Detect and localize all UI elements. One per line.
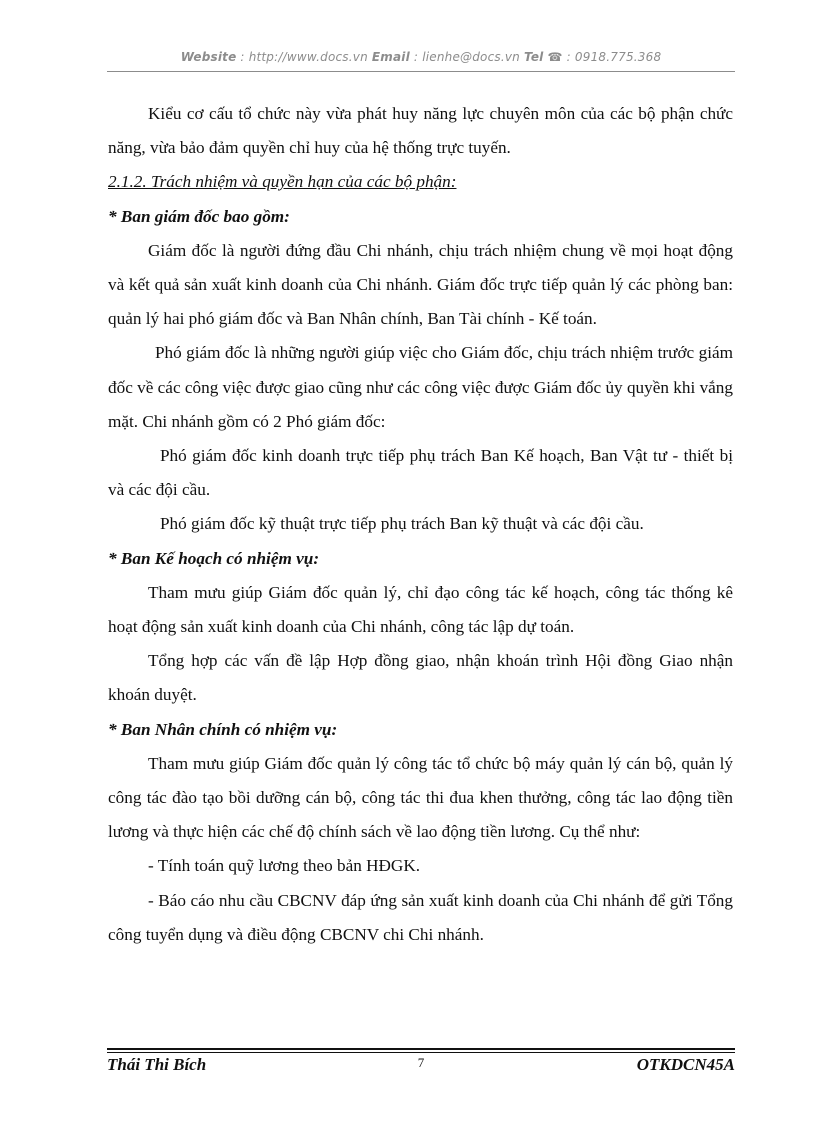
email-label: Email [371,50,410,64]
paragraph-1: Kiểu cơ cấu tổ chức này vừa phát huy năng lực chuyên môn của các bộ phận chức năng, vừa bảo đảm quyền chỉ huy của hệ thống trực tuyến. [108,104,733,158]
header-divider [107,71,735,72]
document-body [108,97,733,952]
paragraph-3: Phó giám đốc là những người giúp việc cho Giám đốc, chịu trách nhiệm trước giám đốc về các công việc được giao cũng như các công việc được Giám đốc ủy quyền khi vắng mặt. Chi nhánh gồm có 2 Phó giám đốc: [108,343,733,431]
paragraph-4: Phó giám đốc kinh doanh trực tiếp phụ trách Ban Kế hoạch, Ban Vật tư - thiết bị và các đội cầu. [108,446,733,500]
footer-divider-thin [107,1052,735,1053]
footer-divider-thick [107,1048,735,1050]
footer-author: Thái Thi Bích [107,1055,207,1074]
paragraph-2: Giám đốc là người đứng đầu Chi nhánh, chịu trách nhiệm chung về mọi hoạt động và kết quả sản xuất kinh doanh của Chi nhánh. Giám đốc trực tiếp quản lý các phòng ban: quản lý hai phó giám đốc và Ban Nhân chính, Ban Tài chính - Kế toán. [108,240,733,329]
paragraph-9: - Tính toán quỹ lương theo bản HĐGK. [148,856,421,876]
phone-icon: ☎ [547,50,563,64]
website-value: : http://www.docs.vn [236,50,372,64]
section-heading: 2.1.2. Trách nhiệm và quyền hạn của các bộ phận: [108,172,457,192]
heading-ban-nhan-chinh: * Ban Nhân chính có nhiệm vụ: [108,719,338,739]
website-label: Website [180,50,237,64]
page-number: 7 [417,1055,425,1070]
paragraph-10: - Báo cáo nhu cầu CBCNV đáp ứng sản xuất kinh doanh của Chi nhánh để gửi Tổng công tuyển dụng và điều động CBCNV chi Chi nhánh. [108,890,733,944]
footer-code: OTKDCN45A [636,1055,735,1074]
heading-ban-giam-doc: * Ban giám đốc bao gồm: [108,206,290,226]
tel-label: Tel [523,50,544,64]
page-header [107,50,735,64]
paragraph-6: Tham mưu giúp Giám đốc quản lý, chỉ đạo công tác kế hoạch, công tác thống kê hoạt động sản xuất kinh doanh của Chi nhánh, công tác lập dự toán. [108,582,733,637]
heading-ban-ke-hoach: * Ban Kế hoạch có nhiệm vụ: [108,548,320,568]
paragraph-7: Tổng hợp các vấn đề lập Hợp đồng giao, nhận khoán trình Hội đồng Giao nhận khoán duyệt. [108,651,733,705]
page-footer [107,1055,735,1079]
tel-value: : 0918.775.368 [562,50,662,64]
email-value: : lienhe@docs.vn [409,50,524,64]
paragraph-5: Phó giám đốc kỹ thuật trực tiếp phụ trách Ban kỹ thuật và các đội cầu. [160,514,644,534]
paragraph-8: Tham mưu giúp Giám đốc quản lý công tác tổ chức bộ máy quản lý cán bộ, quản lý công tác đào tạo bồi dưỡng cán bộ, công tác thi đua khen thưởng, công tác lao động tiền lương và thực hiện các chế độ chính sách về lao động tiền lương. Cụ thể như: [108,753,733,842]
